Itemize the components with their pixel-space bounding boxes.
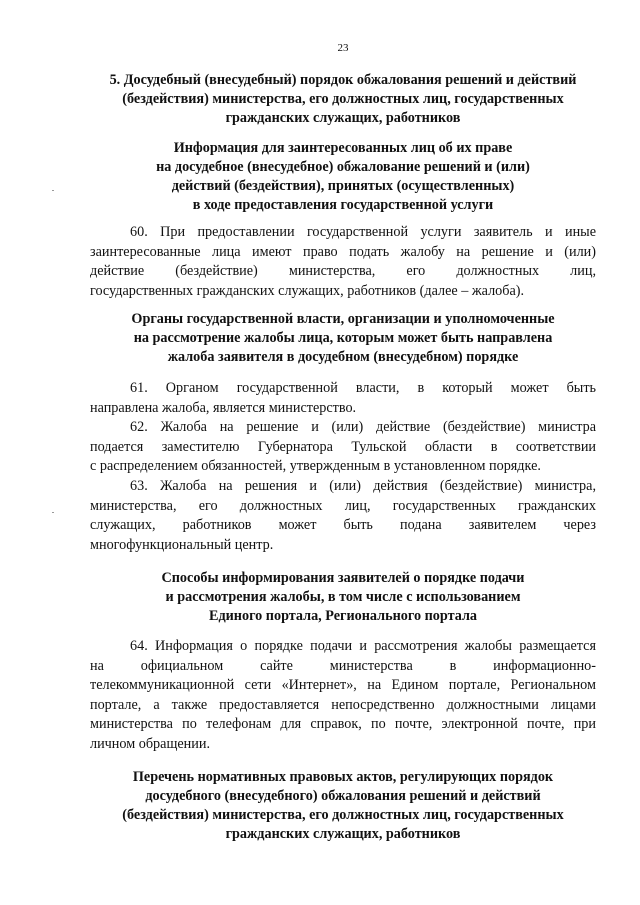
info-heading — [90, 139, 596, 215]
text-line: министерства, его должностных лиц, государственных гражданских — [90, 497, 596, 514]
acts-heading — [90, 768, 596, 844]
scan-artifact — [52, 512, 54, 513]
text-line: 60. При предоставлении государственной услуги заявитель и иные — [130, 224, 596, 240]
text-line: 62. Жалоба на решение и (или) действие (бездействие) министра — [130, 419, 596, 435]
heading-line: досудебного (внесудебного) обжалования решений и действий — [145, 788, 541, 804]
text-line: государственных гражданских служащих, работников (далее – жалоба). — [90, 282, 525, 299]
text-line: служащих, работников может быть подана заявителем через — [90, 517, 596, 533]
text-line: подается заместителю Губернатора Тульской области в соответствии — [90, 438, 596, 455]
heading-line: Информация для заинтересованных лиц об их праве — [173, 140, 513, 156]
paragraph-63 — [90, 477, 596, 555]
text-line: с распределением обязанностей, утвержденным в установленном порядке. — [90, 458, 541, 474]
text-line: 61. Органом государственной власти, в который может быть — [130, 380, 596, 396]
text-line: телекоммуникационной сети «Интернет», на Едином портале, Региональном — [90, 677, 596, 693]
heading-line: в ходе предоставления государственной услуги — [192, 197, 494, 213]
text-line: многофункциональный центр. — [90, 536, 274, 553]
text-line: портале, а также предоставляется непосредственно должностными лицами — [90, 696, 596, 713]
text-line: направлена жалоба, является министерство. — [90, 399, 357, 416]
heading-line: (бездействия) министерства, его должностных лиц, государственных — [122, 807, 564, 823]
organs-heading — [90, 310, 596, 367]
text-line: заинтересованные лица имеют право подать жалобу на решение и (или) — [90, 243, 596, 260]
heading-line: на досудебное (внесудебное) обжалование решений и (или) — [156, 159, 530, 175]
text-line: 63. Жалоба на решения и (или) действия (бездействие) министра, — [130, 478, 596, 494]
text-line: действие (бездействие) министерства, его должностных лиц, — [90, 263, 596, 279]
methods-heading — [90, 569, 596, 626]
text-line: личном обращении. — [90, 735, 210, 752]
heading-line: гражданских служащих, работников — [225, 110, 461, 126]
heading-line: Органы государственной власти, организации и уполномоченные — [131, 311, 555, 327]
heading-line: жалоба заявителя в досудебном (внесудебном) порядке — [167, 349, 519, 365]
heading-line: Способы информирования заявителей о порядке подачи — [161, 570, 525, 586]
heading-line: Перечень нормативных правовых актов, регулирующих порядок — [132, 769, 554, 785]
paragraph-60 — [90, 223, 596, 301]
paragraph-62 — [90, 418, 596, 477]
page-number: 23 — [337, 42, 349, 54]
heading-line: Единого портала, Регионального портала — [208, 608, 478, 624]
text-line: 64. Информация о порядке подачи и рассмотрения жалобы размещается — [130, 638, 596, 654]
heading-line: на рассмотрение жалобы лица, которым может быть направлена — [133, 330, 553, 346]
section-5-heading — [90, 71, 596, 128]
text-line: министерства по телефонам для справок, по почте, электронной почте, при — [90, 716, 596, 732]
paragraph-64 — [90, 637, 596, 754]
text-line: на официальном сайте министерства в информационно- — [90, 657, 596, 674]
heading-line: действий (бездействия), принятых (осуществленных) — [171, 178, 515, 194]
heading-line: (бездействия) министерства, его должностных лиц, государственных — [122, 91, 564, 107]
heading-line: 5. Досудебный (внесудебный) порядок обжалования решений и действий — [109, 72, 577, 88]
heading-line: гражданских служащих, работников — [225, 826, 461, 842]
paragraph-61 — [90, 379, 596, 418]
scan-artifact — [52, 190, 54, 191]
heading-line: и рассмотрения жалобы, в том числе с использованием — [165, 589, 521, 605]
